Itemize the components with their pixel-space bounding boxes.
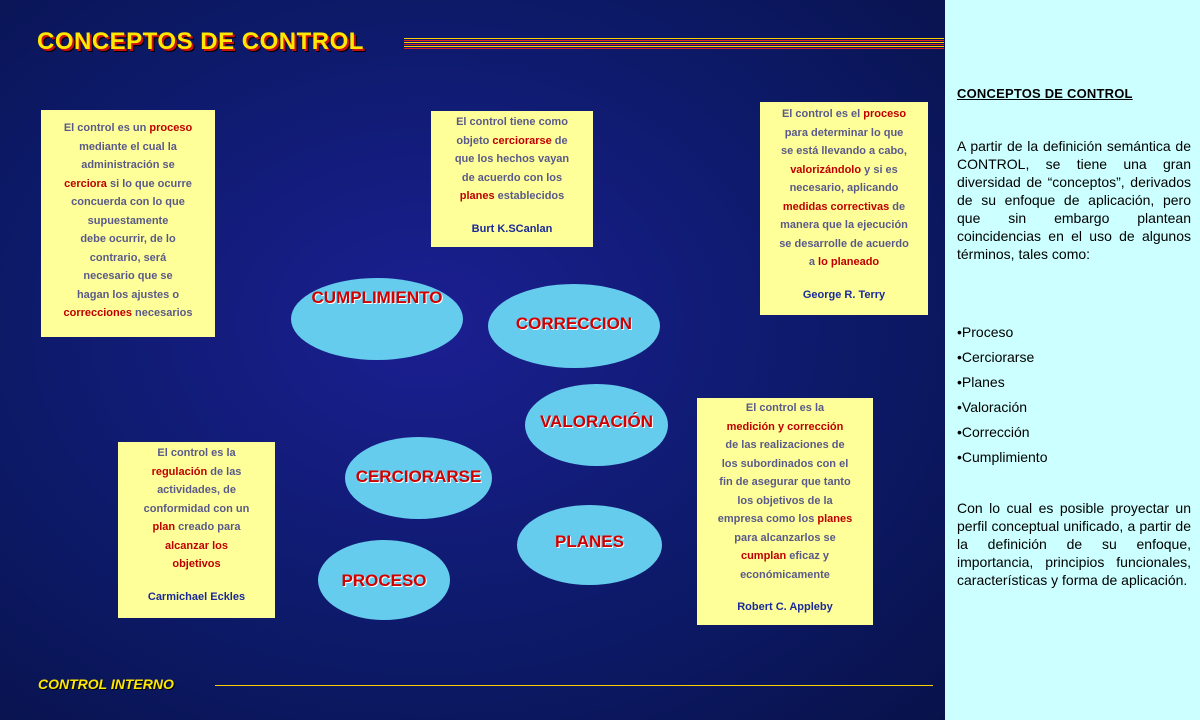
- notes-intro: A partir de la definición semántica de CONTROL, se tiene una gran diversidad de “conceptos”, derivados de su enfoque de aplicación, pero que sin embargo plantean coincidencias en el uso de algunos términos, tales como:: [957, 138, 1191, 262]
- line-text: necesario, aplicando: [789, 182, 899, 194]
- box-line: [118, 518, 275, 537]
- keyword-ellipse-cumplimiento: [291, 278, 463, 360]
- keyword-ellipse-proceso: [318, 540, 450, 620]
- box-line: [41, 156, 215, 175]
- line-text: se está llevando a cabo,: [781, 145, 907, 157]
- notes-term-list: [957, 320, 1048, 470]
- box-line: [41, 119, 215, 138]
- box-line: [760, 105, 928, 124]
- box-author: Robert C. Appleby: [737, 601, 833, 613]
- highlighted-term: medición y corrección: [726, 420, 844, 433]
- box-line: [697, 492, 873, 511]
- box-line: [118, 481, 275, 500]
- title-decorative-lines: [404, 38, 944, 49]
- box-line: [760, 198, 928, 217]
- definition-box-burt-scanlan: [431, 111, 593, 247]
- line-text: El control es la: [157, 447, 236, 459]
- line-text: actividades, de: [157, 484, 236, 496]
- line-text: económicamente: [740, 568, 830, 581]
- slide-title: CONCEPTOS DE CONTROL: [37, 28, 364, 55]
- line-text: para determinar lo que: [784, 126, 904, 139]
- highlighted-term: valorizándolo: [790, 163, 862, 176]
- keyword-proceso: PROCESO: [341, 571, 427, 590]
- highlighted-term: cerciora: [64, 177, 107, 190]
- line-text: los subordinados con el: [721, 457, 849, 470]
- box-line: [760, 179, 928, 198]
- box-line: [697, 418, 873, 437]
- highlighted-term: proceso: [149, 122, 193, 134]
- line-text: y si es: [861, 163, 898, 176]
- line-text: El control es el: [781, 108, 864, 120]
- line-text: a: [808, 256, 819, 268]
- keyword-cumplimiento: CUMPLIMIENTO: [311, 288, 443, 307]
- box-line: [41, 230, 215, 249]
- line-text: El control es la: [745, 402, 825, 414]
- line-text: administración se: [81, 159, 175, 171]
- highlighted-term: regulación: [151, 465, 208, 478]
- line-text: de: [551, 134, 568, 147]
- highlighted-term: objetivos: [172, 558, 221, 570]
- keyword-ellipse-correccion: [488, 284, 660, 368]
- highlighted-term: proceso: [863, 108, 907, 120]
- box-line: [41, 175, 215, 194]
- list-item: •Planes: [957, 374, 1005, 390]
- definition-box-carmichael-eckles: [118, 442, 275, 618]
- line-text: que los hechos vayan: [454, 153, 570, 165]
- highlighted-term: planes: [459, 190, 495, 202]
- highlighted-term: plan: [152, 521, 176, 533]
- line-text: de acuerdo con los: [461, 171, 563, 184]
- line-text: contrario, será: [89, 251, 167, 264]
- line-text: debe ocurrir, de lo: [80, 233, 176, 245]
- highlighted-term: cerciorarse: [492, 134, 552, 147]
- box-line: [41, 267, 215, 286]
- box-line: [118, 537, 275, 556]
- box-line: [760, 161, 928, 180]
- line-text: empresa como los: [717, 513, 818, 525]
- line-text: de las realizaciones de: [725, 439, 845, 451]
- line-text: para alcanzarlos se: [734, 531, 836, 544]
- list-item: •Valoración: [957, 399, 1028, 415]
- box-line: [431, 169, 593, 188]
- box-line: [41, 138, 215, 157]
- box-line: [697, 547, 873, 566]
- box-line: [697, 529, 873, 548]
- list-item: •Cumplimiento: [957, 449, 1048, 465]
- line-text: eficaz y: [786, 550, 830, 562]
- box-author: Burt K.SCanlan: [471, 222, 553, 235]
- box-line: [118, 444, 275, 463]
- box-line: [697, 455, 873, 474]
- highlighted-term: planes: [817, 513, 853, 525]
- keyword-ellipse-planes: [517, 505, 662, 585]
- list-item: •Cerciorarse: [957, 349, 1035, 365]
- line-text: se desarrolle de acuerdo: [779, 237, 909, 250]
- definition-box-robert-appleby: [697, 398, 873, 625]
- line-text: establecidos: [494, 190, 565, 202]
- line-text: supuestamente: [87, 214, 169, 227]
- box-line: [760, 235, 928, 254]
- line-text: hagan los ajustes o: [76, 288, 180, 301]
- notes-conclusion: Con lo cual es posible proyectar un perfil conceptual unificado, a partir de la definición de su enfoque, importancia, principios funcionales, características y forma de aplicación.: [957, 500, 1191, 588]
- footer-label: CONTROL INTERNO: [38, 676, 174, 692]
- box-line: [697, 436, 873, 455]
- box-line: [760, 216, 928, 235]
- definition-box-george-terry: [760, 102, 928, 315]
- keyword-ellipse-valoracion: [525, 384, 668, 466]
- keyword-valoracion: VALORACIÓN: [539, 412, 653, 431]
- box-line: [431, 150, 593, 169]
- highlighted-term: medidas correctivas: [782, 200, 890, 213]
- box-line: [760, 124, 928, 143]
- line-text: fin de asegurar que tanto: [719, 476, 851, 488]
- line-text: objeto: [456, 134, 493, 147]
- line-text: conformidad con un: [143, 502, 250, 515]
- box-line: [697, 566, 873, 585]
- footer-divider: [215, 685, 933, 686]
- keyword-ellipse-cerciorarse: [345, 437, 492, 519]
- box-author: George R. Terry: [802, 288, 886, 301]
- line-text: si lo que ocurre: [106, 177, 192, 190]
- box-line: [41, 249, 215, 268]
- box-author: Carmichael Eckles: [147, 590, 246, 603]
- highlighted-term: correcciones: [63, 307, 132, 319]
- highlighted-term: cumplan: [740, 550, 787, 562]
- line-text: mediante el cual la: [79, 140, 177, 153]
- box-line: [760, 253, 928, 272]
- definition-box-proceso: [41, 110, 215, 337]
- line-text: concuerda con lo que: [71, 196, 185, 208]
- notes-title: CONCEPTOS DE CONTROL: [957, 86, 1133, 101]
- line-text: El control es un: [63, 122, 150, 134]
- keyword-correccion: CORRECCION: [515, 314, 633, 333]
- line-text: de las: [207, 465, 242, 478]
- highlighted-term: alcanzar los: [165, 539, 228, 552]
- line-text: manera que la ejecución: [780, 219, 908, 231]
- box-line: [41, 304, 215, 323]
- line-text: necesario que se: [83, 270, 173, 282]
- box-line: [760, 142, 928, 161]
- box-line: [697, 473, 873, 492]
- keyword-cerciorarse: CERCIORARSE: [355, 467, 482, 486]
- list-item: •Corrección: [957, 424, 1030, 440]
- box-line: [118, 555, 275, 574]
- line-text: los objetivos de la: [737, 494, 833, 507]
- line-text: necesarios: [131, 307, 193, 319]
- box-line: [697, 510, 873, 529]
- highlighted-term: lo planeado: [818, 256, 880, 268]
- box-line: [431, 113, 593, 132]
- line-text: creado para: [175, 521, 241, 533]
- line-text: El control tiene como: [456, 116, 568, 128]
- box-line: [41, 212, 215, 231]
- keyword-planes: PLANES: [555, 532, 624, 551]
- box-line: [41, 286, 215, 305]
- box-line: [697, 399, 873, 418]
- box-line: [41, 193, 215, 212]
- box-line: [118, 500, 275, 519]
- box-line: [431, 132, 593, 151]
- list-item: •Proceso: [957, 324, 1014, 340]
- box-line: [118, 463, 275, 482]
- line-text: de: [889, 200, 906, 213]
- box-line: [431, 187, 593, 206]
